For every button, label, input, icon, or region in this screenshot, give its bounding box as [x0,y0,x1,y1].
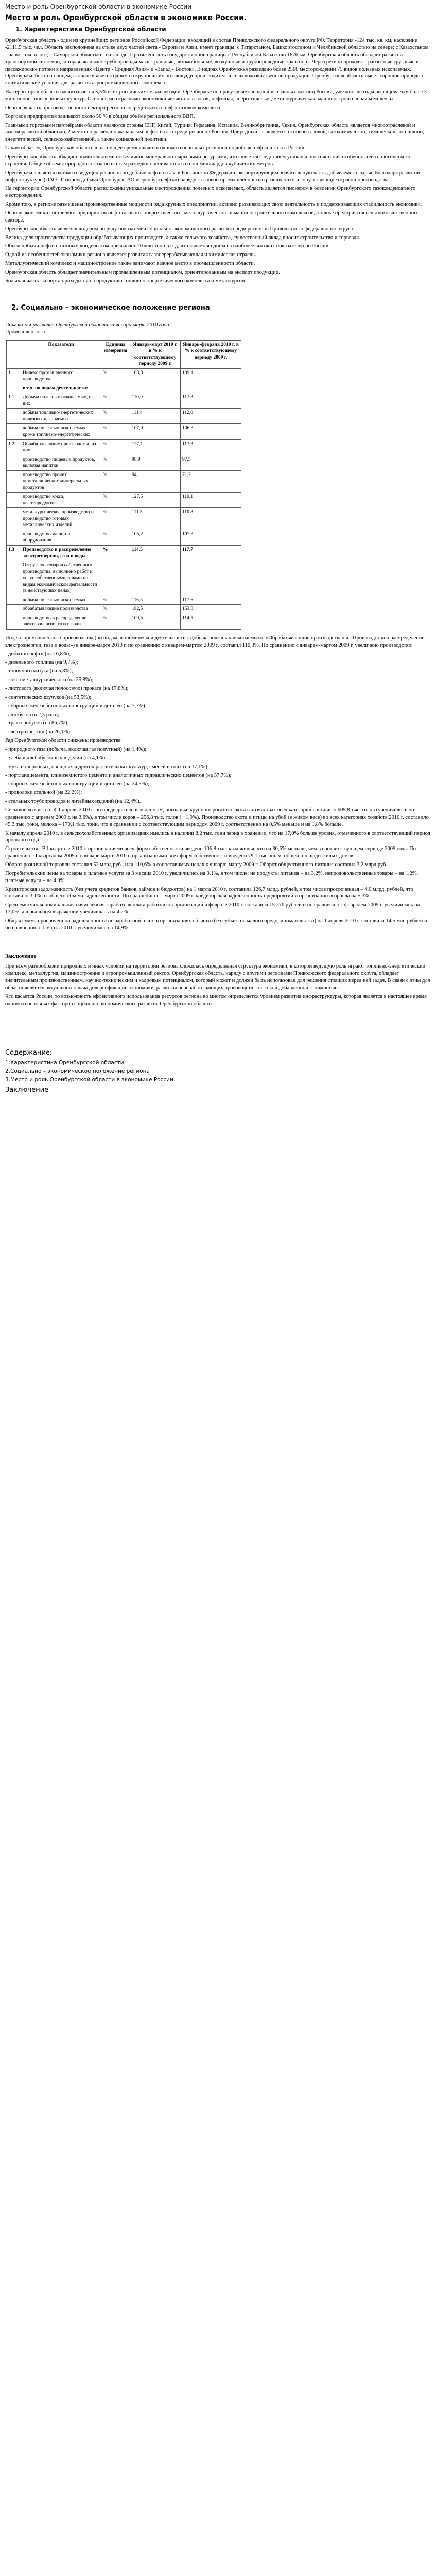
table-cell: 107,9 [130,424,181,439]
paragraph: - тракторобусов (на 86,7%); [5,720,69,726]
table-row [7,508,241,530]
paragraph: Что касается России, то возможность эффективного использования ресурсов региона во многом определяется уровнем развития инфраструктуры, которая является в настоящее время одним из основных факторов социально-экономического развития Оренбургской области. [5,993,427,1007]
table-cell: 105,2 [130,530,181,545]
paragraph: - кокса металлургического (на 35,8%); [5,677,94,683]
table-row [7,368,241,384]
table-cell [7,470,21,493]
paragraph: Объём добычи нефти с газовым конденсатом превышает 20 млн тонн в год, что является одним из наиболее высоких показателей по России. [5,243,330,249]
table-cell: 112,0 [181,409,241,424]
table-cell [181,561,241,596]
paragraph: Оренбургская область является лидером по ряду показателей социально-экономического развития среди регионов Приволжского федерального округа. [5,226,354,232]
paragraph: Индекс промышленного производства (по видам экономической деятельности «Добыча полезных ископаемых», «Обрабатывающие производства» и «Производство и распределение электроэнергии, газа и воды») в январе-марте 2010 г. по сравнению с январём-мартом 2009 г. составил 110,3%. По сравнению с январём-мартом 2009 г. увеличено производство: [5,635,425,648]
indicators-table-wrap [5,340,431,630]
table-row [7,409,241,424]
table-cell: 127,1 [130,439,181,455]
table-row [7,439,241,455]
table-cell: % [101,393,130,409]
paragraph: - природного газа (добыча, включая газ попутный) (на 1,4%); [5,747,147,752]
paragraph: Сельское хозяйство. К 1 апреля 2010 г. по предварительным данным, поголовье крупного рогатого скота в хозяйствах всех категорий составило 609,8 тыс. голов (увеличилось по сравнению с апрелем 2009 г. на 3,6%), в том числе коров – 256,8 тыс. голов (+ 1,9%). Производство скота и птицы на убой (в живом весе) во всех категориях хозяйств 2010 г. составило 45,3 тыс. тонн, молока – 170,1 тыс. тонн, что в сравнении с соответствующим периодом 2009 г. соответственно на 0,5% меньше и на 1,8% больше. [5,807,429,827]
table-cell [7,384,21,393]
table-cell: Производство и распределение электроэнергии, газа и воды [21,545,101,561]
paragraph: Строительство. В I квартале 2010 г. организациями всех форм собственности введено 106,8 тыс. кв.м жилья, что на 30,6% меньше, чем в соответствующем периоде 2009 года. По сравнению с I кварталом 2009 г. в январе-марте 2010 г. организациями всех форм собственности введено 79,1 тыс. кв. м. общей площади жилых домов. [5,846,416,859]
table-cell: 110,0 [130,393,181,409]
table-cell: Добыча полезных ископаемых, из них [21,393,101,409]
paragraph: Кроме того, в регионе размещены производственные мощности ряда крупных предприятий, активно развивающих свою деятельность и поддерживающих стабильность экономики. [5,201,422,208]
table-cell: % [101,545,130,561]
document-title: Место и роль Оренбургской области в экономике России. [5,13,247,22]
table-cell: 127,5 [130,493,181,508]
table-cell: % [101,614,130,629]
table-cell [7,596,21,605]
paragraph: Ряд Оренбургской области снижены производства: [5,738,123,744]
conclusion-heading: Заключение [5,953,37,959]
paragraph: - сборных железобетонных конструкций и деталей (на 24,3%); [5,781,149,787]
table-caption [5,321,431,336]
header-cell: Январь-февраль 2010 г. в % к соответствующему периоду 2009 г. [181,340,241,368]
table-cell: производство пищевых продуктов, включая напитки [21,455,101,470]
table-cell: % [101,493,130,508]
table-cell: 117,6 [181,596,241,605]
table-cell: 182,5 [130,605,181,614]
paragraph: Основная часть производственного сектора региона сосредоточена в нефтегазовом комплексе. [5,105,223,111]
paragraph: - листового (включая полосовую) проката (на 17,8%); [5,685,129,691]
table-cell: % [101,530,130,545]
table-row [7,470,241,493]
table-cell: добыча топливно-энергетических полезных ископаемых [21,409,101,424]
table-row [7,545,241,561]
indicators-table [6,340,241,630]
paragraph: - топочного мазута (на 5,8%); [5,668,73,674]
header-cell: Единица измерения [101,340,130,368]
table-row [7,493,241,508]
paragraph: - хлеба и хлебобулочных изделий (на 4,1%); [5,755,107,761]
paragraph: Оборот розничной торговли составил 52 млрд руб., или 110,6% в сопоставимых ценах к январю-марту 2009 г. Оборот общественного питания составил 3,2 млрд руб. [5,862,388,868]
paragraph: - автобусов (в 2,5 раза); [5,711,59,718]
table-header-row [7,340,241,368]
table-cell: 107,3 [181,530,241,545]
paragraph: Таким образом, Оренбургская область в настоящее время является одним из основных регионов по добыче нефти и газа в России. [5,145,306,151]
table-cell: 109,5 [130,614,181,629]
table-cell: 117,3 [181,439,241,455]
table-cell: % [101,596,130,605]
table-row [7,424,241,439]
paragraph: - проволоки стальной (на 22,2%); [5,790,82,796]
section2-body [5,635,431,932]
paragraph: Главными торговыми партнёрами области являются страны СНГ, Китай, Турция, Германия, Испания, Великобритания, Чехия. Оренбургская область является многоотраслевой и высокоразвитой областью, 2 место по разведанным запасам нефти и газа среди регионов России. Природный газ является основой газовой, газохимической, химической, топливной, энергетической, сельскохозяйственной, а также социальной политики. [5,122,424,143]
table-cell: 97,5 [181,455,241,470]
tab-title: Место и роль Оренбургской области в экономике России [5,3,192,10]
document-page [0,0,436,1105]
table-cell [7,493,21,508]
table-cell [7,605,21,614]
caption-label: Показатели [5,321,32,328]
table-cell: 98,9 [130,455,181,470]
table-cell: 71,2 [181,470,241,493]
paragraph: - электроэнергии (на 26,1%). [5,729,72,735]
table-cell: добыча полезных ископаемых, кроме топливно-энергетических [21,424,101,439]
table-row [7,393,241,409]
paragraph: - мука из зерновых, овощных и других растительных культур; смесей из них (на 17,1%); [5,764,209,770]
table-cell: обрабатывающие производства [21,605,101,614]
table-cell: % [101,439,130,455]
paragraph: Оренбургская область - один из крупнейших регионов Российской Федерации, входящий в состав Приволжского федерального округа РФ. Территория -124 тыс. кв. км, население -2111,5 тыс. чел. Область расположена на стыке двух частей света - Европы и Азии, имеет границы: с Татарстаном, Башкортостаном и Челябинской областью на севере; с Казахстаном - на востоке и юге; с Самарской областью - на западе. Протяженность государственной границы с Республикой Казахстан 1876 км. Оренбургская область обладает развитой транспортной системой, которая включает трубопроводы магистральные, автомобильные, воздушные и трубопроводный транспорт. Через регион проходят транзитные грузовые и пассажирские потоки в направлениях «Центр - Средняя Азия» и «Запад - Восток». В недрах Оренбуржья разведано более 2500 месторождений 75 видов полезных ископаемых. Оренбуржье богато солнцем, а также является одним из крупнейших по площади производителей сельскохозяйственной продукции. Оренбургская область имеет хорошие природно-климатические условия для развития агропромышленного комплекса. [5,38,429,87]
table-cell: 117,7 [181,545,241,561]
caption-title: развития Оренбургской области за январь-март 2010 года [32,321,169,328]
toc-item[interactable]: 2.Социально – экономическое положение региона [5,1068,150,1075]
paragraph: - дизельного топлива (на 9,7%); [5,659,78,666]
table-cell: 1.2 [7,439,21,455]
table-cell: 117,3 [181,393,241,409]
table-row [7,614,241,629]
table-cell: добыча полезных ископаемых [21,596,101,605]
section2-heading: 2. Социально – экономическое положение региона [11,303,210,312]
paragraph: Кредиторская задолженность (без учёта кредитов банков, займов и бюджетов) на 1 марта 2010 г. составила 126,7 млрд. рублей, в том числе просроченная – 4,0 млрд. рублей, что составило 3,1% от общего объёма задолженности. По сравнению с 1 марта 2009 г. кредиторская задолженность предприятий и организаций возросла на 5,3%. [5,886,413,900]
table-cell: 111,5 [130,508,181,530]
section1-body [5,37,431,285]
table-body [7,368,241,629]
header-cell [7,340,21,368]
table-row [7,561,241,596]
toc-title: Содержание: [5,1049,53,1057]
table-cell: 119,1 [181,493,241,508]
table-cell: металлургическое производство и производство готовых металлических изделий [21,508,101,530]
table-cell: Обрабатывающие производства, из них [21,439,101,455]
paragraph: При всем разнообразии природных и иных условий на территории региона сложилась определённая структура экономики, в которой ведущую роль играют топливно-энергетический комплекс, металлургия, машиностроение и агропромышленный сектор. Оренбургская область, наряду с другими регионами Приволжского федерального округа, обладает значительным производственным, научно-техническим и кадровым потенциалом, который может и должен быть использован для решения стоящих перед ней задач. В связи с этим для области является актуальной задача диверсификации экономики, развития перерабатывающих производств с высокой добавленной стоимостью. [5,963,430,991]
table-row [7,605,241,614]
caption-sub: Промышленность [5,329,47,335]
table-cell [7,530,21,545]
paragraph: Торговое предприятия занимают около 50 % в общем объёме регионального ВВП. [5,113,195,120]
table-cell [130,561,181,596]
table-cell: % [101,605,130,614]
table-cell: 106,3 [181,424,241,439]
table-cell [181,384,241,393]
table-cell: Отгружено товаров собственного производства, выполнено работ и услуг собственными силами по видам экономической деятельности (в действующих ценах) [21,561,101,596]
table-row [7,455,241,470]
table-cell: 1.1 [7,393,21,409]
table-row [7,384,241,393]
paragraph: Оренбуржье является одним из ведущих регионов по добыче нефти и газа в Российской Федерации, экспортирующим значительную часть добываемого сырья. Благодаря развитой инфраструктуре (ОАО «Газпром добыча Оренбург», АО «Оренбургнефть») наряду с газовой промышленностью развиваются и сопутствующие отрасли производства. [5,170,420,183]
table-cell: 110,8 [181,508,241,530]
table-cell: 94,1 [130,470,181,493]
table-cell [101,561,130,596]
header-cell: Показатели [21,340,101,368]
toc-item[interactable]: 3.Место и роль Оренбургской области в экономике России [5,1077,173,1083]
table-cell [7,424,21,439]
paragraph: Оренбургская область обладает значительными по величине минерально-сырьевыми ресурсами, что является следствием уникального сочетания особенностей геологического строения. Общие объёмы природного газа по итогам разведки оцениваются в сотни миллиардов кубических метров. [5,154,410,167]
table-row [7,596,241,605]
paragraph: Среднемесячная номинальная начисленная заработная плата работников организаций в феврале 2010 г. составила 15 270 рублей и по сравнению с февралём 2009 г. увеличилась на 13,0%, а в реальном выражении увеличилась на 4,2%. [5,902,420,916]
toc-item[interactable]: 1.Характеристика Оренбургской области [5,1059,124,1066]
table-cell: 114,5 [130,545,181,561]
table-cell [7,455,21,470]
paragraph: Одной из особенностей экономики региона является развитая газоперерабатывающая и химическая отрасль. [5,252,256,258]
table-cell: 114,5 [181,614,241,629]
paragraph: Потребительские цены на товары и платные услуги за 3 месяца 2010 г. увеличились на 3,1%, в том числе: на продукты питания – на 3,2%, непродовольственные товары – на 1,2%, платные услуги – на 4,9%. [5,870,418,884]
paragraph: На территории Оренбургской области расположены уникальные месторождения полезных ископаемых, область является пионером в освоении Оренбургского газоконденсатного месторождения. [5,185,416,199]
table-cell: % [101,424,130,439]
table-cell: производство машин и оборудования [21,530,101,545]
table-row [7,530,241,545]
table-cell: 1. [7,368,21,384]
table-cell: % [101,368,130,384]
section1-heading: 1. Характеристика Оренбургской области [15,26,166,33]
table-cell: производство и распределение электроэнергии, газа и воды [21,614,101,629]
table-cell: 109,1 [181,368,241,384]
paragraph: - добытой нефти (на 16,8%); [5,651,71,657]
table-cell: в т.ч. по видам деятельности: [21,384,101,393]
paragraph: Велика доля производства продукции обрабатывающих производств, а также сельского хозяйства, существенный вклад вносит строительство и торговля. [5,234,360,241]
table-cell [130,384,181,393]
table-cell: % [101,455,130,470]
paragraph: Металлургический комплекс и машиностроение также занимают важное место в промышленности области. [5,261,255,267]
toc-conclusion: Заключение [5,1086,49,1094]
table-cell: 116,3 [130,596,181,605]
table-cell [7,561,21,596]
table-cell: 111,4 [130,409,181,424]
paragraph: Основу экономики составляют предприятия нефтегазового, энергетического, металлургического и машиностроительного комплексов, а также предприятия сельскохозяйственного сектора. [5,210,419,223]
table-cell: % [101,409,130,424]
table-cell: 108,3 [130,368,181,384]
table-cell [7,508,21,530]
paragraph: К началу апреля 2010 г. в сельскохозяйственных организациях имелись в наличии 8,2 тыс. тонн зерна в хранении, что на 17,0% больше уровня, отмеченного в соответствующий период прошлого года. [5,830,430,843]
table-cell [7,614,21,629]
conclusion-body [5,963,431,1007]
paragraph: Оренбургская область обладает значительным промышленным потенциалом, ориентированным на экспорт продукции. [5,269,280,276]
table-cell: Индекс промышленного производства [21,368,101,384]
paragraph: - сборных железобетонных конструкций и деталей (на 7,7%); [5,703,147,709]
table-cell: производство прочих неметаллических минеральных продуктов [21,470,101,493]
table-cell: 153,3 [181,605,241,614]
paragraph: - синтетических каучуков (на 53,5%); [5,694,92,700]
paragraph: Общая сумма просроченной задолженности по заработной плате в организациях области (без субъектов малого предпринимательства) на 1 апреля 2010 г. составила 14,5 млн рублей и по сравнению с 1 марта 2010 г. увеличилась на 14,9%. [5,918,427,931]
paragraph: - стальных трубопроводов и литейных изделий (на 12,4%). [5,799,141,805]
table-cell: 1.3 [7,545,21,561]
table-cell [7,409,21,424]
table-cell: % [101,508,130,530]
table-cell [101,384,130,393]
table-cell: производство кокса, нефтепродуктов [21,493,101,508]
table-cell: % [101,470,130,493]
header-cell: Январь-март 2010 г. в % к соответствующему периоду 2009 г. [130,340,181,368]
paragraph: Большая часть экспорта приходится на продукцию топливно-энергетического комплекса и металлургии. [5,278,247,284]
toc-list [5,1060,431,1084]
paragraph: На территории области насчитывается 5,5% всех российских сельхозугодий. Оренбуржье по праву является одной из главных житниц России, уже многие годы выращивается более 3 миллионов тонн зерновых культур. Основными отраслями экономики являются: газовая, нефтяная, энергетическая, металлургическая, машиностроительная комплексы. [5,89,427,102]
paragraph: - портландцемента, глиноземистого цемента и аналогичных гидравлических цементов (на 37,7%); [5,772,232,778]
